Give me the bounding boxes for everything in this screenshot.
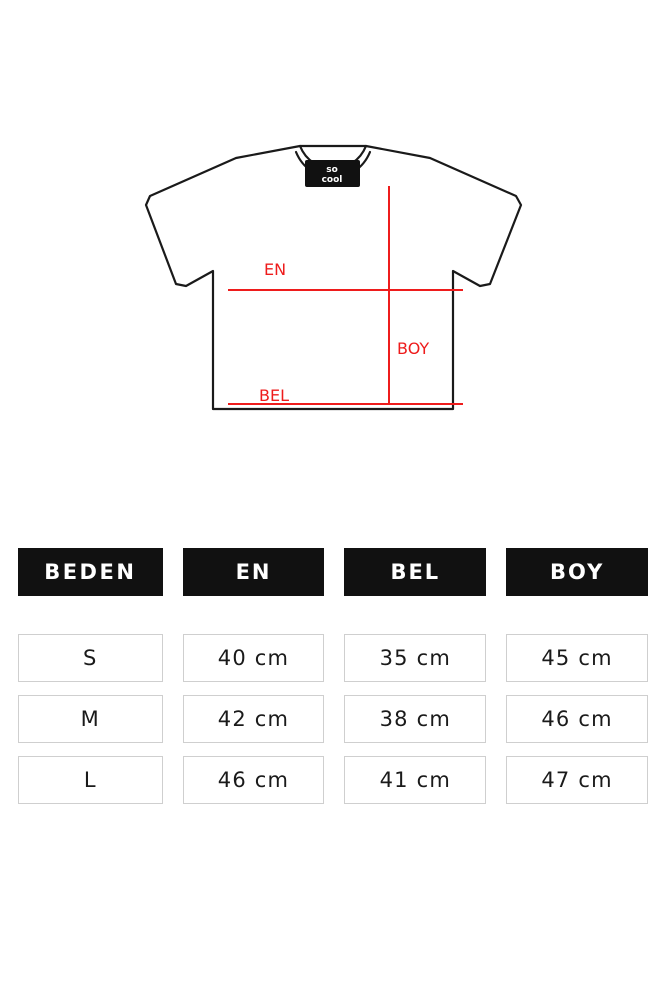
cell-boy: 47 cm <box>506 756 648 804</box>
size-table <box>18 548 648 804</box>
cell-en: 46 cm <box>183 756 325 804</box>
cell-en: 40 cm <box>183 634 325 682</box>
cell-size: M <box>18 695 163 743</box>
header-cell-beden: BEDEN <box>18 548 163 596</box>
cell-bel: 38 cm <box>344 695 486 743</box>
cell-size: S <box>18 634 163 682</box>
brand-tag <box>305 160 360 187</box>
header-cell-en: EN <box>183 548 325 596</box>
chest-label: EN <box>264 260 287 279</box>
cell-bel: 35 cm <box>344 634 486 682</box>
cell-size: L <box>18 756 163 804</box>
cell-bel: 41 cm <box>344 756 486 804</box>
table-row <box>18 756 648 804</box>
table-row <box>18 695 648 743</box>
cell-boy: 45 cm <box>506 634 648 682</box>
waist-label: BEL <box>259 386 289 405</box>
cell-en: 42 cm <box>183 695 325 743</box>
measurement-lines <box>228 186 463 404</box>
brand-tag-line2: cool <box>321 175 343 185</box>
brand-tag-line1: so <box>326 165 338 175</box>
table-header-row <box>18 548 648 596</box>
header-cell-bel: BEL <box>344 548 486 596</box>
table-row <box>18 634 648 682</box>
header-cell-boy: BOY <box>506 548 648 596</box>
cell-boy: 46 cm <box>506 695 648 743</box>
length-label: BOY <box>397 339 430 358</box>
